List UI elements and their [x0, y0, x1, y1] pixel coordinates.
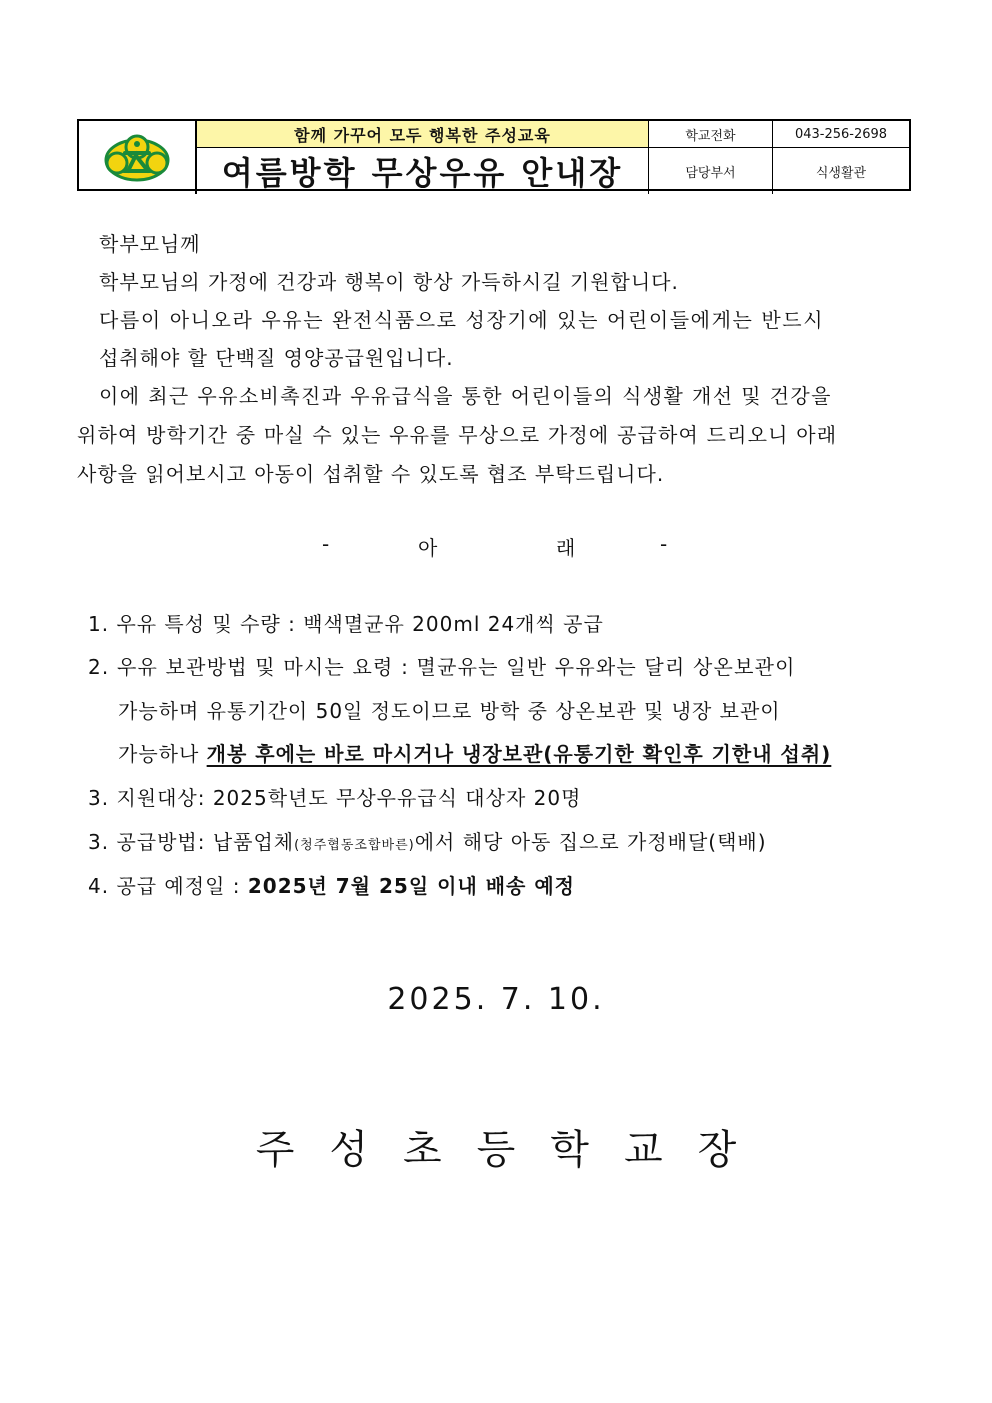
- phone-label: 학교전화: [649, 121, 773, 148]
- greeting-line: 학부모님의 가정에 건강과 행복이 항상 가득하시길 기원합니다.: [99, 270, 679, 294]
- dept-label: 담당부서: [649, 148, 773, 194]
- item-4-vendor: (청주협동조합바른): [294, 838, 415, 853]
- item-2-emphasis: 개봉 후에는 바로 마시거나 냉장보관(유통기한 확인후 기한내 섭취): [206, 742, 832, 766]
- item-2-plain: 가능하나: [118, 742, 207, 766]
- greeting-line: 다름이 아니오라 우유는 완전식품으로 성장기에 있는 어린이들에게는 반드시: [99, 308, 825, 332]
- item-2-line-2: 가능하며 유통기간이 50일 정도이므로 방학 중 상온보관 및 냉장 보관이: [118, 699, 781, 723]
- item-4-a: 3. 공급방법: 납품업체: [88, 830, 295, 854]
- arae-char: 래: [556, 536, 576, 560]
- greeting-line: 위하여 방학기간 중 마실 수 있는 우유를 무상으로 가정에 공급하여 드리오니 아래: [77, 423, 838, 447]
- document-date: 2025. 7. 10.: [387, 982, 605, 1017]
- item-2-line-1: 2. 우유 보관방법 및 마시는 요령 : 멸균유는 일반 우유와는 달리 상온보관이: [88, 655, 796, 679]
- item-5-a: 4. 공급 예정일 :: [88, 874, 248, 898]
- principal-signature: 주성초등학교장: [255, 1127, 772, 1173]
- header-table: [77, 119, 911, 191]
- document-title: 여름방학 무상우유 안내장: [197, 148, 649, 194]
- salutation: 학부모님께: [99, 232, 201, 256]
- phone-value: 043-256-2698: [773, 121, 909, 148]
- item-4: [88, 826, 767, 855]
- item-4-b: 에서 해당 아동 집으로 가정배달(택배): [414, 830, 767, 854]
- greeting-line: 섭취해야 할 단백질 영양공급원입니다.: [99, 346, 454, 370]
- item-3: 3. 지원대상: 2025학년도 무상우유급식 대상자 20명: [88, 786, 582, 810]
- item-5: [88, 870, 575, 899]
- school-emblem-icon: [104, 133, 170, 183]
- arae-char: 아: [418, 536, 438, 560]
- school-motto: 함께 가꾸어 모두 행복한 주성교육: [197, 121, 649, 148]
- arae-dash-left: -: [322, 532, 330, 556]
- item-5-date: 2025년 7월 25일 이내 배송 예정: [247, 874, 575, 898]
- greeting-line: 이에 최근 우유소비촉진과 우유급식을 통한 어린이들의 식생활 개선 및 건강을: [99, 384, 832, 408]
- greeting-line: 사항을 읽어보시고 아동이 섭취할 수 있도록 협조 부탁드립니다.: [77, 462, 665, 486]
- item-1: 1. 우유 특성 및 수량 : 백색멸균유 200ml 24개씩 공급: [88, 612, 604, 636]
- dept-value: 식생활관: [815, 165, 867, 181]
- arae-dash-right: -: [660, 532, 668, 556]
- item-2-line-3: [118, 738, 831, 767]
- logo-cell: [79, 121, 197, 194]
